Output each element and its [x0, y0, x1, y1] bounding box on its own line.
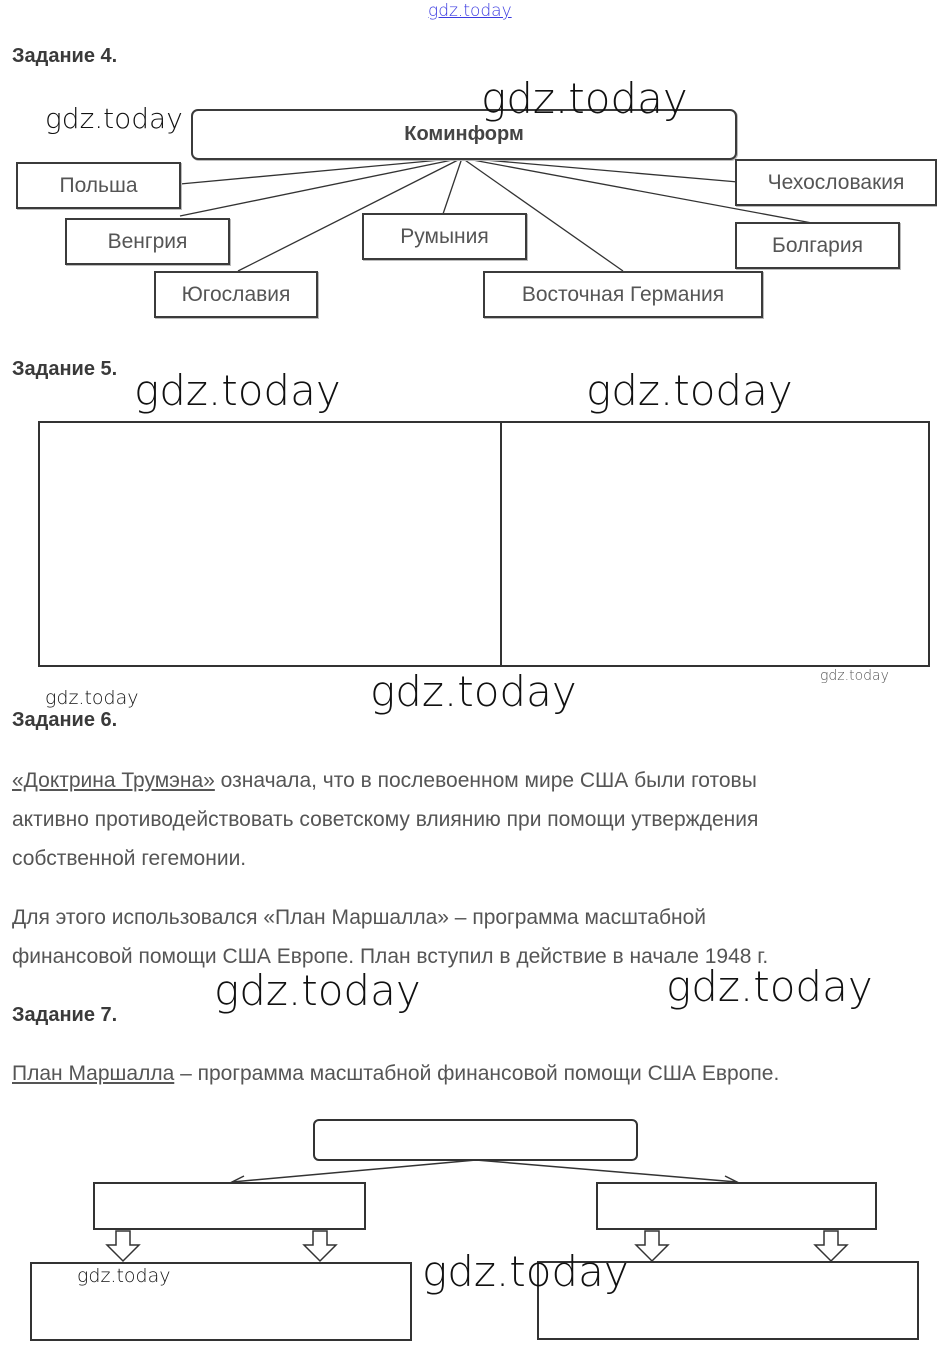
watermark: gdz.today [586, 366, 793, 415]
watermark: gdz.today [370, 667, 577, 716]
task5-table-divider [500, 423, 502, 665]
truman-doctrine-link[interactable]: «Доктрина Трумэна» [12, 769, 215, 792]
text-line: активно противодействовать советскому влиянию при помощи утверждения [12, 808, 759, 831]
task5-table [38, 421, 930, 667]
text-fragment: – программа масштабной финансовой помощи США Европе. [174, 1062, 780, 1085]
country-box-hungary [65, 218, 230, 265]
country-label: Восточная Германия [521, 282, 725, 306]
task5-heading: Задание 5. [12, 358, 118, 380]
watermark: gdz.today [481, 74, 688, 123]
country-label: Чехословакия [767, 170, 905, 194]
down-arrow-icon [815, 1231, 847, 1261]
watermark: gdz.today [820, 668, 889, 684]
down-arrow-icon [107, 1231, 139, 1261]
text-line: Для этого использовался «План Маршалла» – программа масштабной [12, 906, 707, 929]
task7-left-box [93, 1182, 366, 1230]
text-line: финансовой помощи США Европе. План вступил в действие в начале 1948 г. [12, 945, 769, 968]
marshall-plan-link[interactable]: План Маршалла [12, 1062, 175, 1085]
country-label: Югославия [181, 282, 291, 306]
task6-heading: Задание 6. [12, 709, 118, 731]
country-box-czechoslovakia [735, 159, 937, 206]
watermark: gdz.today [45, 687, 139, 709]
task7-heading: Задание 7. [12, 1004, 118, 1026]
text-fragment: означала, что в послевоенном мире США были готовы [214, 769, 757, 792]
country-label: Венгрия [107, 229, 188, 253]
text-line: собственной гегемонии. [12, 847, 247, 870]
country-label: Румыния [400, 224, 489, 248]
country-box-bulgaria [735, 222, 900, 269]
task7-paragraph [12, 1054, 912, 1093]
country-label: Польша [59, 173, 138, 197]
down-arrow-icon [636, 1231, 668, 1261]
task6-paragraph-1 [12, 761, 912, 878]
cominform-label: Коминформ [404, 123, 524, 145]
task7-right-box [596, 1182, 877, 1230]
watermark: gdz.today [666, 962, 873, 1011]
country-box-poland [16, 162, 181, 209]
watermark: gdz.today [214, 966, 421, 1015]
text-line [12, 761, 912, 800]
task7-top-box [313, 1119, 638, 1161]
down-arrow-icon [304, 1231, 336, 1261]
watermark: gdz.today [77, 1265, 171, 1287]
country-box-east-germany [483, 271, 763, 318]
top-watermark: gdz.today [428, 1, 512, 21]
country-box-yugoslavia [154, 271, 318, 318]
country-label: Болгария [772, 233, 863, 257]
watermark: gdz.today [422, 1247, 629, 1296]
country-box-romania [362, 213, 527, 260]
watermark: gdz.today [45, 102, 183, 135]
watermark: gdz.today [134, 366, 341, 415]
task4-heading: Задание 4. [12, 45, 118, 67]
